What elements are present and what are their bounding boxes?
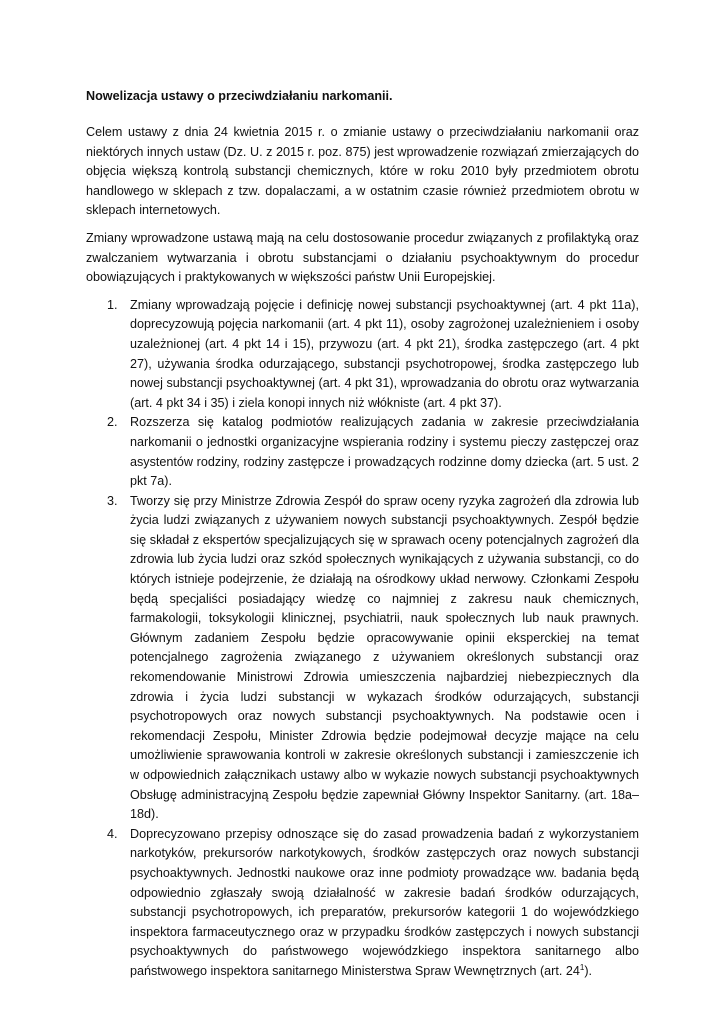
document-page	[86, 86, 639, 982]
list-item-text: Zmiany wprowadzają pojęcie i definicję nowej substancji psychoaktywnej (art. 4 pkt 11a), doprecyzowują pojęcia narkomanii (art. 4 pkt 11), osoby zagrożonej uzależnieniem i osoby uzależnionej (art. 4 pkt 14 i 15), przywozu (art. 4 pkt 21), środka zastępczego (art. 4 pkt 27), używania środka odurzającego, substancji psychotropowej, środka zastępczego lub nowej substancji psychoaktywnej (art. 4 pkt 31), wprowadzania do obrotu oraz wytwarzania (art. 4 pkt 34 i 35) i ziela konopi innych niż włókniste (art. 4 pkt 37).	[130, 297, 639, 410]
list-item-number: 4.	[107, 826, 118, 841]
list-item-text: Tworzy się przy Ministrze Zdrowia Zespół do spraw oceny ryzyka zagrożeń dla zdrowia lub życia ludzi związanych z używaniem nowych substancji psychoaktywnych. Zespół będzie się składał z ekspertów specjalizujących się w sprawach oceny potencjalnych zagrożeń dla zdrowia lub życia ludzi oraz szkód społecznych wynikających z używania substancji, co do których istnieje podejrzenie, że działają na ośrodkowy układ nerwowy. Członkami Zespołu będą specjaliści posiadający wiedzę co najmniej z zakresu nauk chemicznych, farmakologii, toksykologii klinicznej, psychiatrii, nauk społecznych lub nauk prawnych. Głównym zadaniem Zespołu będzie opracowywanie opinii eksperckiej na temat potencjalnego zagrożenia związanego z używaniem określonych substancji oraz rekomendowanie Ministrowi Zdrowia umieszczenia najbardziej niebezpiecznych dla zdrowia i życia ludzi substancji w wykazach środków odurzających, substancji psychotropowych oraz nowych substancji psychoaktywnych. Na podstawie ocen i rekomendacji Zespołu, Minister Zdrowia będzie podejmował decyzje mające na celu umożliwienie sprawowania kontroli w zakresie określonych substancji i zamieszczenie ich w odpowiednich załącznikach ustawy albo w wykazie nowych substancji psychoaktywnych Obsługę administracyjną Zespołu będzie zapewniał Główny Inspektor Sanitarny. (art. 18a–18d).	[130, 493, 639, 822]
list-item-text: Rozszerza się katalog podmiotów realizujących zadania w zakresie przeciwdziałania narkomanii o jednostki organizacyjne wspierania rodziny i systemu pieczy zastępczej oraz asystentów rodziny, rodziny zastępcze i prowadzących rodzinne domy dziecka (art. 5 ust. 2 pkt 7a).	[130, 415, 639, 489]
list-item-number: 1.	[107, 297, 118, 312]
intro-paragraph: Celem ustawy z dnia 24 kwietnia 2015 r. o zmianie ustawy o przeciwdziałaniu narkomanii oraz niektórych innych ustaw (Dz. U. z 2015 r. poz. 875) jest wprowadzenie rozwiązań zmierzających do objęcia większą kontrolą substancji chemicznych, które w roku 2010 były przedmiotem obrotu handlowego w sklepach z tzw. dopalaczami, a w ostatnim czasie również przedmiotem obrotu w sklepach internetowych.	[86, 125, 639, 218]
list-item-text: Doprecyzowano przepisy odnoszące się do zasad prowadzenia badań z wykorzystaniem narkotyków, prekursorów narkotykowych, środków zastępczych oraz nowych substancji psychoaktywnych. Jednostki naukowe oraz inne podmioty prowadzące ww. badania będą odpowiednio zgłaszały swoją działalność w zakresie badań środków odurzających, substancji psychotropowych, ich preparatów, prekursorów kategorii 1 do wojewódzkiego inspektora farmaceutycznego oraz w przypadku środków zastępczych i nowych substancji psychoaktywnych do państwowego wojewódzkiego inspektora sanitarnego albo państwowego inspektora sanitarnego Ministerstwa Spraw Wewnętrznych (art. 24	[130, 826, 639, 978]
document-title: Nowelizacja ustawy o przeciwdziałaniu narkomanii.	[86, 89, 393, 103]
scope-paragraph: Zmiany wprowadzone ustawą mają na celu dostosowanie procedur związanych z profilaktyką oraz zwalczaniem wytwarzania i obrotu substancjami o działaniu psychoaktywnym do procedur obowiązujących i praktykowanych w większości państw Unii Europejskiej.	[86, 230, 639, 285]
list-item	[86, 825, 639, 982]
list-item-number: 2.	[107, 415, 118, 430]
list-item-number: 3.	[107, 493, 118, 508]
list-item	[86, 492, 639, 825]
footnote-reference[interactable]: 1	[579, 962, 585, 972]
list-item-suffix: ).	[584, 963, 593, 978]
changes-list	[86, 296, 639, 982]
list-item	[86, 296, 639, 414]
list-item	[86, 413, 639, 491]
